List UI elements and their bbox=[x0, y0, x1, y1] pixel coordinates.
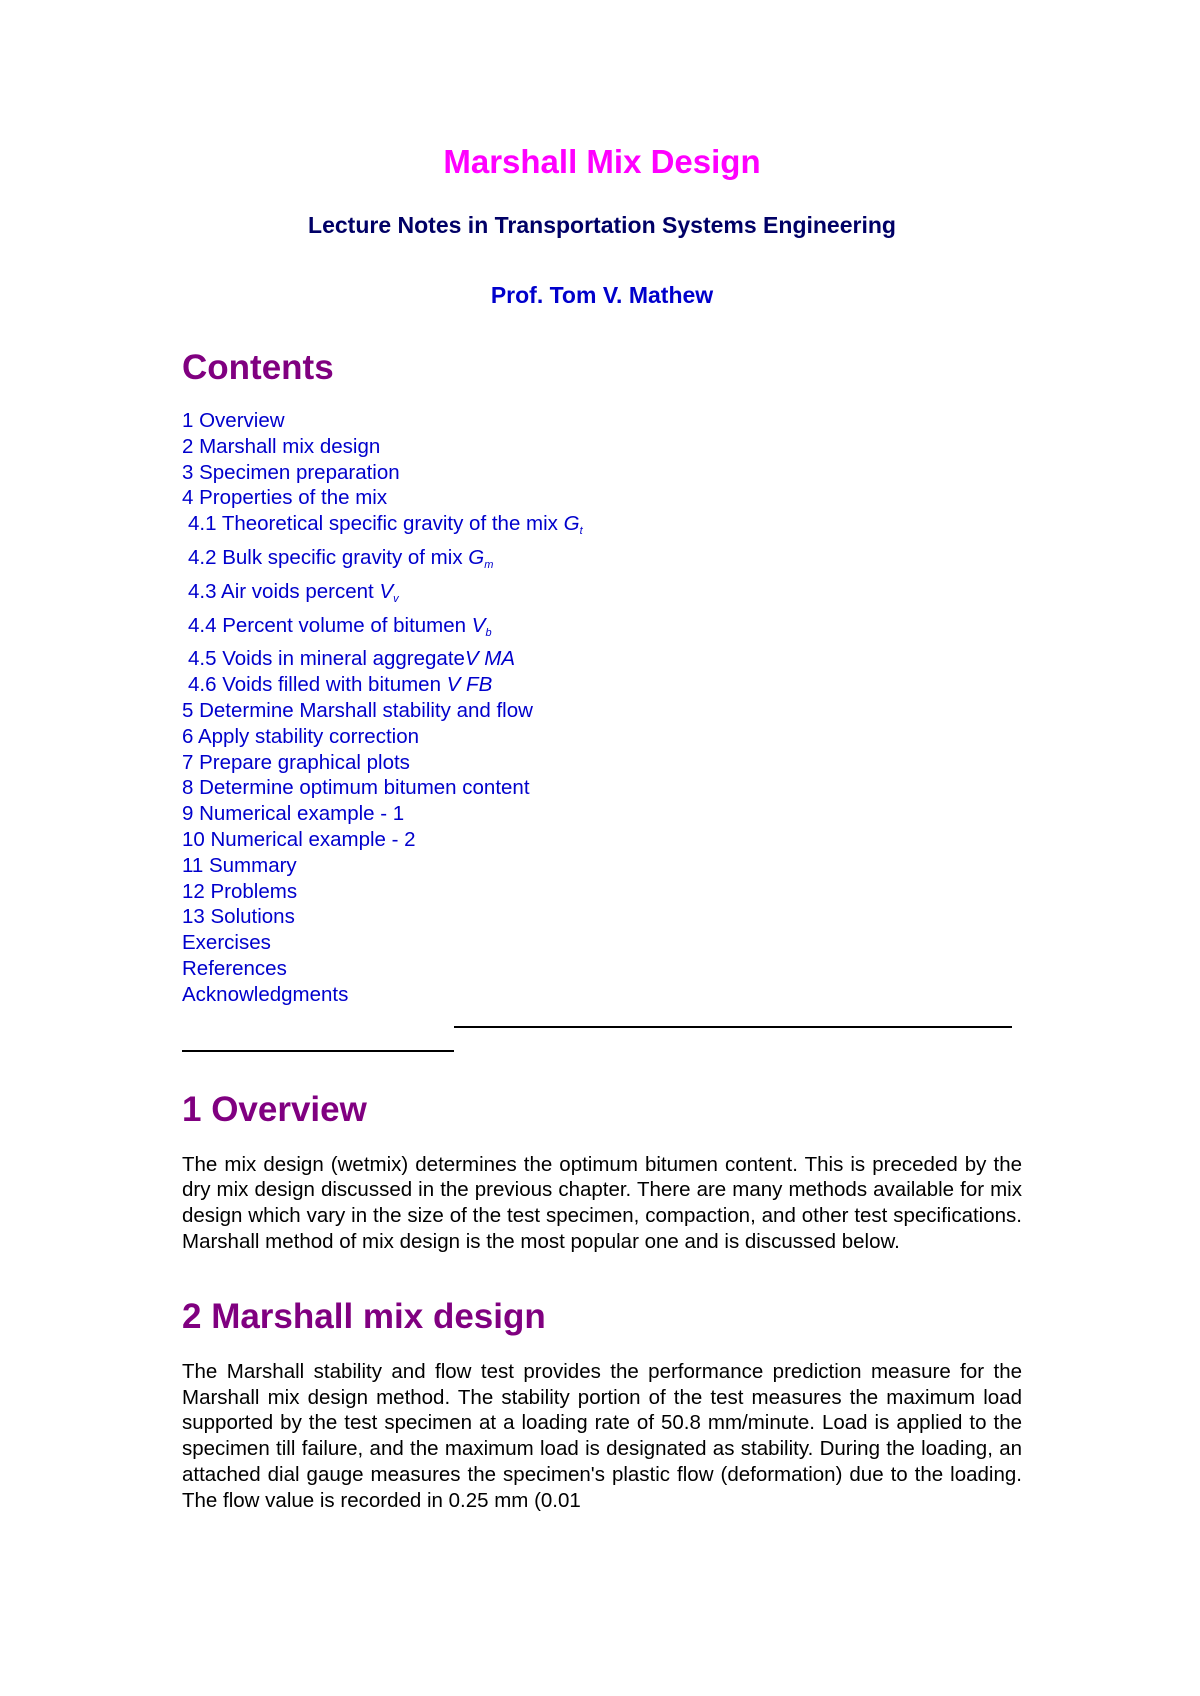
toc-link-marshall-mix-design[interactable]: 2 Marshall mix design bbox=[182, 434, 381, 458]
math-symbol: V bbox=[379, 579, 394, 603]
toc-link-optimum-bitumen[interactable]: 8 Determine optimum bitumen content bbox=[182, 776, 530, 800]
toc-item bbox=[182, 408, 1022, 434]
toc-link-label: 4.5 Voids in mineral aggregate bbox=[188, 647, 465, 671]
math-subscript: b bbox=[485, 626, 492, 639]
math-symbol: V MA bbox=[464, 647, 516, 671]
toc-link-stability-correction[interactable]: 6 Apply stability correction bbox=[182, 724, 420, 748]
math-subscript: t bbox=[579, 525, 583, 538]
document-title: Marshall Mix Design bbox=[443, 143, 761, 180]
toc-link-problems[interactable]: 12 Problems bbox=[182, 879, 298, 903]
toc-item bbox=[182, 672, 1022, 698]
toc-link-graphical-plots[interactable]: 7 Prepare graphical plots bbox=[182, 750, 410, 774]
toc-link-properties-of-mix[interactable]: 4 Properties of the mix bbox=[182, 486, 388, 510]
toc-item bbox=[182, 853, 1022, 879]
toc-item bbox=[182, 827, 1022, 853]
toc-link-voids-filled-bitumen[interactable] bbox=[188, 673, 492, 696]
toc-link-stability-and-flow[interactable]: 5 Determine Marshall stability and flow bbox=[182, 698, 533, 722]
toc-item bbox=[182, 801, 1022, 827]
toc-link-numerical-example-2[interactable]: 10 Numerical example - 2 bbox=[182, 827, 416, 851]
toc-item bbox=[182, 434, 1022, 460]
math-subscript: m bbox=[484, 558, 494, 571]
document-author: Prof. Tom V. Mathew bbox=[490, 282, 714, 308]
toc-item bbox=[182, 579, 1022, 613]
rule-line bbox=[454, 1026, 1012, 1028]
math-symbol: G bbox=[468, 545, 485, 569]
math-symbol: G bbox=[563, 512, 580, 536]
section-heading-overview: 1 Overview bbox=[182, 1089, 367, 1129]
rule-line bbox=[182, 1050, 454, 1052]
toc-link-air-voids-percent[interactable] bbox=[188, 580, 399, 603]
toc-item bbox=[182, 724, 1022, 750]
math-subscript: v bbox=[393, 592, 399, 605]
toc-item bbox=[182, 956, 1022, 982]
overview-paragraph: The mix design (wetmix) determines the optimum bitumen content. This is preceded by the dry mix design discussed in the previous chapter. There are many methods available for mix design which vary in the size of the test specimen, compaction, and other test specifications. Marshall method of mix design is the most popular one and is discussed below. bbox=[182, 1152, 1022, 1253]
toc-item bbox=[182, 545, 1022, 579]
toc-link-exercises[interactable]: Exercises bbox=[182, 931, 271, 955]
toc-item bbox=[182, 930, 1022, 956]
toc-item bbox=[182, 904, 1022, 930]
document-subtitle: Lecture Notes in Transportation Systems Engineering bbox=[308, 212, 896, 238]
toc-item bbox=[182, 613, 1022, 647]
toc-item bbox=[182, 460, 1022, 486]
toc-link-label: 4.3 Air voids percent bbox=[188, 579, 380, 603]
toc-item bbox=[182, 775, 1022, 801]
toc-item bbox=[182, 511, 1022, 545]
toc-item bbox=[182, 698, 1022, 724]
toc-link-bulk-specific-gravity[interactable] bbox=[188, 546, 493, 569]
contents-heading: Contents bbox=[182, 348, 334, 387]
toc-link-label: 4.2 Bulk specific gravity of mix bbox=[188, 545, 469, 569]
toc-link-numerical-example-1[interactable]: 9 Numerical example - 1 bbox=[182, 802, 405, 826]
toc-item bbox=[182, 750, 1022, 776]
toc-item bbox=[182, 879, 1022, 905]
toc-link-label: 4.4 Percent volume of bitumen bbox=[188, 613, 472, 637]
toc-link-percent-volume-bitumen[interactable] bbox=[188, 614, 492, 637]
math-symbol: V FB bbox=[446, 673, 493, 697]
section-heading-marshall-mix-design: 2 Marshall mix design bbox=[182, 1296, 546, 1336]
horizontal-rule bbox=[182, 1014, 1022, 1054]
math-symbol: V bbox=[471, 613, 486, 637]
toc-item bbox=[182, 982, 1022, 1008]
table-of-contents bbox=[182, 408, 1022, 1008]
marshall-paragraph: The Marshall stability and flow test provides the performance prediction measure for the Marshall mix design method. The stability portion of the test measures the maximum load supported by the test specimen at a loading rate of 50.8 mm/minute. Load is applied to the specimen till failure, and the maximum load is designated as stability. During the loading, an attached dial gauge measures the specimen's plastic flow (deformation) due to the loading. The flow value is recorded in 0.25 mm (0.01 bbox=[182, 1359, 1022, 1512]
toc-link-label: 4.1 Theoretical specific gravity of the mix bbox=[188, 512, 564, 536]
document-page bbox=[182, 140, 1022, 1514]
toc-link-summary[interactable]: 11 Summary bbox=[182, 853, 297, 877]
toc-item bbox=[182, 485, 1022, 511]
toc-link-theoretical-specific-gravity[interactable] bbox=[188, 512, 583, 538]
toc-item bbox=[182, 646, 1022, 672]
toc-link-overview[interactable]: 1 Overview bbox=[182, 409, 285, 432]
toc-link-acknowledgments[interactable]: Acknowledgments bbox=[182, 982, 349, 1006]
toc-link-solutions[interactable]: 13 Solutions bbox=[182, 905, 295, 929]
toc-link-voids-mineral-aggregate[interactable] bbox=[188, 647, 515, 670]
toc-link-references[interactable]: References bbox=[182, 956, 287, 980]
toc-link-specimen-preparation[interactable]: 3 Specimen preparation bbox=[182, 460, 400, 484]
toc-link-label: 4.6 Voids filled with bitumen bbox=[188, 673, 447, 697]
